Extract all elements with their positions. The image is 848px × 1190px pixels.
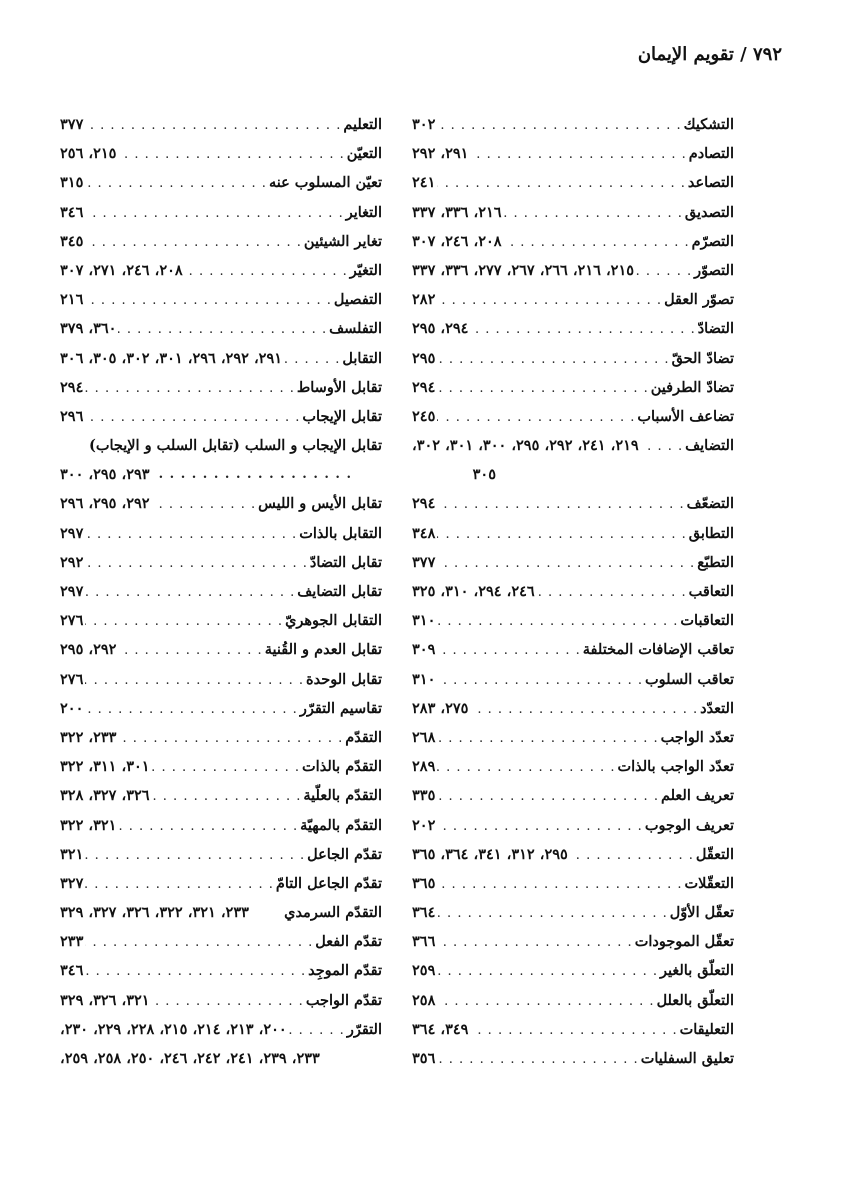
index-pages: ٢٣٣ — [60, 933, 84, 951]
index-entry — [412, 1015, 734, 1044]
index-pages: ٢٧٦ — [60, 670, 84, 688]
index-term: تعقّل الموجودات — [634, 933, 734, 951]
index-entry — [60, 635, 382, 664]
index-entry — [60, 489, 382, 518]
index-term: التفصيل — [333, 291, 382, 309]
dot-leader — [85, 928, 313, 956]
index-term: التطبّع — [697, 553, 734, 571]
index-pages: ٢٩٤ — [412, 378, 436, 396]
index-entry — [412, 927, 734, 956]
index-term: التقدّم بالذات — [302, 758, 382, 776]
dot-leader — [470, 695, 698, 723]
dot-leader — [118, 140, 344, 168]
dot-leader — [504, 228, 690, 256]
index-pages: ٢٩١، ٢٩٢ — [412, 145, 469, 163]
index-pages: ٣٤٨ — [412, 524, 436, 542]
index-column-left — [60, 110, 382, 1073]
index-pages: ٢١٩، ٢٤١، ٢٩٢، ٢٩٥، ٣٠٠، ٣٠١، ٣٠٢، — [412, 437, 639, 455]
index-term: التقدّم بالعلّية — [303, 787, 382, 805]
index-entry — [412, 168, 734, 197]
index-term: التضادّ — [697, 320, 734, 338]
index-pages: ٣١٥ — [60, 174, 84, 192]
index-pages: ٢٩٤، ٢٩٥ — [412, 320, 469, 338]
index-pages: ٣٢٦، ٣٢٧، ٣٢٨ — [60, 787, 150, 805]
index-pages: ٢٠٠، ٢١٣، ٢١٤، ٢١٥، ٢٢٨، ٢٢٩، ٢٣٠، — [60, 1020, 287, 1038]
index-entry — [412, 285, 734, 314]
index-pages: ٢٩٥ — [412, 349, 436, 367]
index-entry — [412, 811, 734, 840]
index-term: التقابل الجوهريّ — [285, 612, 382, 630]
index-term: التقابل بالذات — [299, 524, 382, 542]
index-entry — [60, 694, 382, 723]
index-pages: ٢٥٨ — [412, 991, 436, 1009]
index-entry — [60, 431, 382, 460]
index-pages: ٢٩٤ — [412, 495, 436, 513]
dot-leader — [641, 432, 683, 460]
index-pages: ٢١٥، ٢١٦، ٢٦٦، ٢٦٧، ٢٧٧، ٣٣٦، ٣٣٧ — [412, 261, 635, 279]
dot-leader — [85, 228, 302, 256]
dot-leader — [437, 286, 662, 314]
index-term: التضايف — [685, 437, 734, 455]
index-pages: ٣٤٦ — [60, 203, 84, 221]
index-entry — [60, 986, 382, 1015]
index-term: التقدّم — [345, 728, 382, 746]
index-pages: ٢٩٧ — [60, 583, 84, 600]
dot-leader — [437, 111, 681, 139]
index-entry — [412, 227, 734, 256]
index-pages: ٢٩١، ٢٩٢، ٢٩٦، ٣٠١، ٣٠٢، ٣٠٥، ٣٠٦ — [60, 349, 283, 367]
index-entry — [412, 840, 734, 869]
index-pages: ٣٠١، ٣١١، ٣٢٢ — [60, 758, 150, 776]
index-term: تعاقب السلوب — [645, 670, 734, 688]
index-pages: ٢٠٨، ٢٤٦، ٢٧١، ٣٠٧ — [60, 261, 183, 279]
dot-leader — [85, 403, 300, 431]
index-entry — [412, 402, 734, 431]
dot-leader — [437, 753, 615, 781]
index-entry — [60, 577, 382, 606]
index-term: تضادّ الطرفين — [650, 378, 734, 396]
index-term: التعقّلات — [684, 874, 734, 892]
index-pages: ٢٤٦، ٢٩٤، ٣١٠، ٣٢٥ — [412, 583, 535, 600]
index-pages: ٢٠٢ — [412, 816, 436, 834]
index-pages: ٢٩٣، ٢٩٥، ٣٠٠ — [60, 466, 150, 484]
index-pages: ٢٨٢ — [412, 291, 436, 309]
index-term: تقاسيم التقرّر — [299, 699, 382, 717]
index-pages: ٢٩٢، ٢٩٥ — [60, 641, 117, 659]
index-entry — [60, 519, 382, 548]
index-term: التعاقب — [688, 583, 734, 600]
index-entry — [412, 198, 734, 227]
dot-leader — [152, 490, 257, 518]
index-term: التعقّل — [695, 845, 734, 863]
index-entry — [60, 110, 382, 139]
index-term: التقدّم السرمدي — [284, 904, 382, 922]
dot-leader — [470, 315, 695, 343]
index-entry — [412, 110, 734, 139]
index-pages: ٣٢١، ٣٢٦، ٣٢٩ — [60, 991, 150, 1009]
index-pages: ٣١٠ — [412, 670, 436, 688]
dot-leader — [437, 1045, 638, 1073]
index-pages: ٣٥٦ — [412, 1050, 436, 1067]
index-term: تقابل الوحدة — [306, 670, 382, 688]
dot-leader — [504, 199, 683, 227]
index-entry — [60, 314, 382, 343]
index-entry — [60, 665, 382, 694]
index-entry — [60, 956, 382, 985]
dot-leader — [118, 636, 262, 664]
index-entry — [60, 723, 382, 752]
index-pages-continued: ٣٠٥ — [472, 466, 496, 484]
index-term: تعاقب الإضافات المختلفة — [582, 641, 734, 659]
index-pages: ٢٩٢، ٢٩٥، ٢٩٦ — [60, 495, 150, 513]
index-entry — [60, 373, 382, 402]
dot-leader — [85, 666, 304, 694]
dot-leader — [437, 490, 684, 518]
dot-leader — [437, 169, 686, 197]
dot-leader — [470, 140, 686, 168]
dot-leader — [437, 345, 669, 373]
dot-leader — [636, 257, 692, 285]
dot-leader — [118, 315, 327, 343]
index-entry — [60, 752, 382, 781]
index-term: تقدّم الموجِد — [308, 962, 382, 980]
index-entry — [412, 431, 734, 460]
dot-leader — [85, 199, 343, 227]
index-term: تقابل العدم و القُنية — [264, 641, 382, 659]
index-term: تقابل التضايف — [297, 583, 382, 600]
index-pages: ٢٩٤ — [60, 378, 84, 396]
index-pages: ٢١٦ — [60, 291, 84, 309]
index-pages: ٢٥٩ — [412, 962, 436, 980]
index-pages: ٣٧٧ — [60, 116, 84, 133]
index-term: التصادم — [688, 145, 734, 163]
index-pages: ٢٦٨ — [412, 728, 436, 746]
index-entry — [60, 927, 382, 956]
dot-leader — [437, 987, 654, 1015]
index-entry — [412, 752, 734, 781]
dot-leader — [85, 607, 283, 635]
index-pages: ٢٧٦ — [60, 612, 84, 630]
dot-leader — [85, 374, 294, 402]
index-pages: ٢١٦، ٣٣٦، ٣٣٧ — [412, 203, 502, 221]
index-term: التصوّر — [694, 261, 734, 279]
index-term: التعلّق بالغير — [659, 962, 734, 980]
index-term: تقابل الأيس و الليس — [258, 495, 382, 513]
page-header: ٧٩٢ / تقويم الإيمان — [637, 44, 782, 65]
index-term: تضادّ الحقّ — [671, 349, 734, 367]
index-entry — [412, 898, 734, 927]
index-entry — [412, 577, 734, 606]
dot-leader — [85, 870, 273, 898]
index-term: التصديق — [684, 203, 734, 221]
dot-leader — [437, 636, 580, 664]
index-term: تعدّد الواجب بالذات — [617, 758, 734, 776]
index-pages: ٣٤٥ — [60, 232, 84, 250]
index-term: تقدّم الجاعل — [307, 845, 382, 863]
index-entry — [60, 285, 382, 314]
index-pages: ٢٤١ — [412, 174, 436, 192]
dot-leader — [437, 899, 667, 927]
index-pages: ٣٠٢ — [412, 116, 436, 133]
index-term: تصوّر العقل — [664, 291, 734, 309]
dot-leader — [118, 812, 298, 840]
index-pages: ٣٤٦ — [60, 962, 84, 980]
dot-leader — [85, 520, 297, 548]
index-entry — [60, 227, 382, 256]
index-pages: ٢٠٨، ٢٤٦، ٣٠٧ — [412, 232, 502, 250]
index-entry — [412, 665, 734, 694]
index-entry — [60, 811, 382, 840]
index-term: تقدّم الفعل — [315, 933, 382, 951]
dot-leader — [85, 695, 297, 723]
index-term: التعدّد — [700, 699, 734, 717]
dot-leader — [437, 549, 695, 577]
index-pages-continued: ٢٣٣، ٢٣٩، ٢٤١، ٢٤٢، ٢٤٦، ٢٥٠، ٢٥٨، ٢٥٩، — [60, 1050, 320, 1067]
index-entry — [60, 781, 382, 810]
index-column-right — [412, 110, 734, 1073]
index-term: التصاعد — [687, 174, 734, 192]
index-term: تقدّم الجاعل التامّ — [275, 874, 382, 892]
index-term: التعليم — [343, 116, 382, 133]
index-term: التشكيك — [683, 116, 734, 133]
index-entry — [412, 314, 734, 343]
dot-leader — [437, 812, 642, 840]
index-entry — [412, 373, 734, 402]
index-entry — [412, 256, 734, 285]
index-entry — [412, 548, 734, 577]
index-term: تقابل الإيجاب و السلب (تقابل السلب و الإيجاب) — [88, 437, 382, 455]
index-term: تعقّل الأوّل — [669, 904, 734, 922]
index-entry — [60, 168, 382, 197]
index-entry — [412, 519, 734, 548]
dot-leader — [289, 1016, 345, 1044]
index-pages: ٢٠٠ — [60, 699, 84, 717]
index-entry — [412, 1044, 734, 1073]
index-pages: ٢٣٣، ٣٢٢ — [60, 728, 117, 746]
index-pages: ٢٩٧ — [60, 524, 84, 542]
index-pages: ٢٣٣، ٣٢١، ٣٢٢، ٣٢٦، ٣٢٧، ٣٢٩ — [60, 904, 249, 922]
index-entry — [412, 635, 734, 664]
dot-leader — [85, 957, 306, 985]
index-entry — [60, 1015, 382, 1044]
dot-leader — [437, 666, 643, 694]
index-term: التعيّن — [346, 145, 382, 163]
dot-leader — [437, 403, 635, 431]
index-pages: ٢٤٥ — [412, 407, 436, 425]
index-term: التقابل — [342, 349, 382, 367]
index-pages: ٢١٥، ٢٥٦ — [60, 145, 117, 163]
index-term: تعدّد الواجب — [660, 728, 734, 746]
index-entry — [60, 256, 382, 285]
index-pages: ٢٩٥، ٣١٢، ٣٤١، ٣٦٤، ٣٦٥ — [412, 845, 568, 863]
index-entry — [60, 198, 382, 227]
index-entry — [60, 548, 382, 577]
index-entry — [412, 956, 734, 985]
index-term: التغاير — [345, 203, 382, 221]
index-term: تعيّن المسلوب عنه — [268, 174, 382, 192]
index-entry — [60, 898, 382, 927]
dot-leader — [152, 782, 302, 810]
index-pages: ٣٤٩، ٣٦٤ — [412, 1020, 469, 1038]
index-pages: ٢٩٢ — [60, 553, 84, 571]
dot-leader — [152, 987, 304, 1015]
index-term: تقابل الإيجاب — [302, 407, 382, 425]
index-entry — [60, 606, 382, 635]
dot-leader — [437, 928, 632, 956]
index-term: التقرّر — [346, 1020, 382, 1038]
index-term: التغيّر — [349, 261, 382, 279]
index-entry — [60, 869, 382, 898]
index-pages: ٣٦٠، ٣٧٩ — [60, 320, 117, 338]
index-term: التقدّم بالمهيّة — [300, 816, 382, 834]
index-term: تضاعف الأسباب — [637, 407, 734, 425]
index-entry — [412, 489, 734, 518]
index-pages: ٣٦٤ — [412, 904, 436, 922]
dot-leader — [152, 753, 300, 781]
dot-leader — [437, 870, 682, 898]
dot-leader — [85, 549, 308, 577]
index-term: التعاقبات — [680, 612, 734, 630]
index-term: تعريف العلم — [660, 787, 734, 805]
index-entry — [60, 402, 382, 431]
index-entry — [412, 869, 734, 898]
index-pages: ٢٨٩ — [412, 758, 436, 776]
index-term: التصرّم — [691, 232, 734, 250]
index-pages: ٣٣٥ — [412, 787, 436, 805]
index-pages: ٢٩٦ — [60, 407, 84, 425]
dot-leader — [437, 374, 648, 402]
index-entry — [412, 139, 734, 168]
dot-leader — [570, 841, 694, 869]
dot-leader — [85, 841, 305, 869]
index-term: التطابق — [688, 524, 734, 542]
index-pages: ٣٧٧ — [412, 553, 436, 571]
index-pages: ٣٢٧ — [60, 874, 84, 892]
index-term: تعليق السفليات — [640, 1050, 734, 1067]
index-pages: ٣٦٥ — [412, 874, 436, 892]
dot-leader — [437, 607, 678, 635]
index-pages: ٣٢١ — [60, 845, 84, 863]
dot-leader — [437, 724, 658, 752]
dot-leader — [537, 578, 687, 606]
index-pages: ٣٦٦ — [412, 933, 436, 951]
index-pages: ٢٧٥، ٢٨٣ — [412, 699, 469, 717]
index-term: تقابل التضادّ — [309, 553, 382, 571]
index-pages: ٣٢١، ٣٢٢ — [60, 816, 117, 834]
index-entry — [412, 694, 734, 723]
index-entry — [412, 781, 734, 810]
dot-leader — [85, 286, 332, 314]
index-entry — [60, 139, 382, 168]
dot-leader — [470, 1016, 677, 1044]
index-pages-continued — [60, 460, 382, 489]
index-entry — [412, 723, 734, 752]
dot-leader — [437, 957, 658, 985]
index-term: تغاير الشيئين — [303, 232, 382, 250]
index-term: التفلسف — [329, 320, 382, 338]
dot-leader — [85, 111, 341, 139]
dot-leader — [284, 345, 340, 373]
index-term: التعليقات — [679, 1020, 734, 1038]
dot-leader — [85, 169, 267, 197]
index-pages: ٣٠٩ — [412, 641, 436, 659]
index-entry — [60, 344, 382, 373]
index-entry — [412, 986, 734, 1015]
dot-leader — [437, 782, 659, 810]
index-term: تعريف الوجوب — [644, 816, 734, 834]
index-entry — [60, 840, 382, 869]
index-entry — [412, 606, 734, 635]
index-term: تقابل الأوساط — [296, 378, 382, 396]
index-term: التضعّف — [686, 495, 734, 513]
index-term: تقدّم الواجب — [305, 991, 382, 1009]
dot-leader — [185, 257, 348, 285]
index-entry — [412, 344, 734, 373]
index-term: التعلّق بالعلل — [656, 991, 734, 1009]
dot-leader — [85, 578, 295, 606]
index-pages: ٣١٠ — [412, 612, 436, 630]
dot-leader — [118, 724, 343, 752]
dot-leader — [437, 520, 686, 548]
dot-leader — [152, 460, 380, 489]
